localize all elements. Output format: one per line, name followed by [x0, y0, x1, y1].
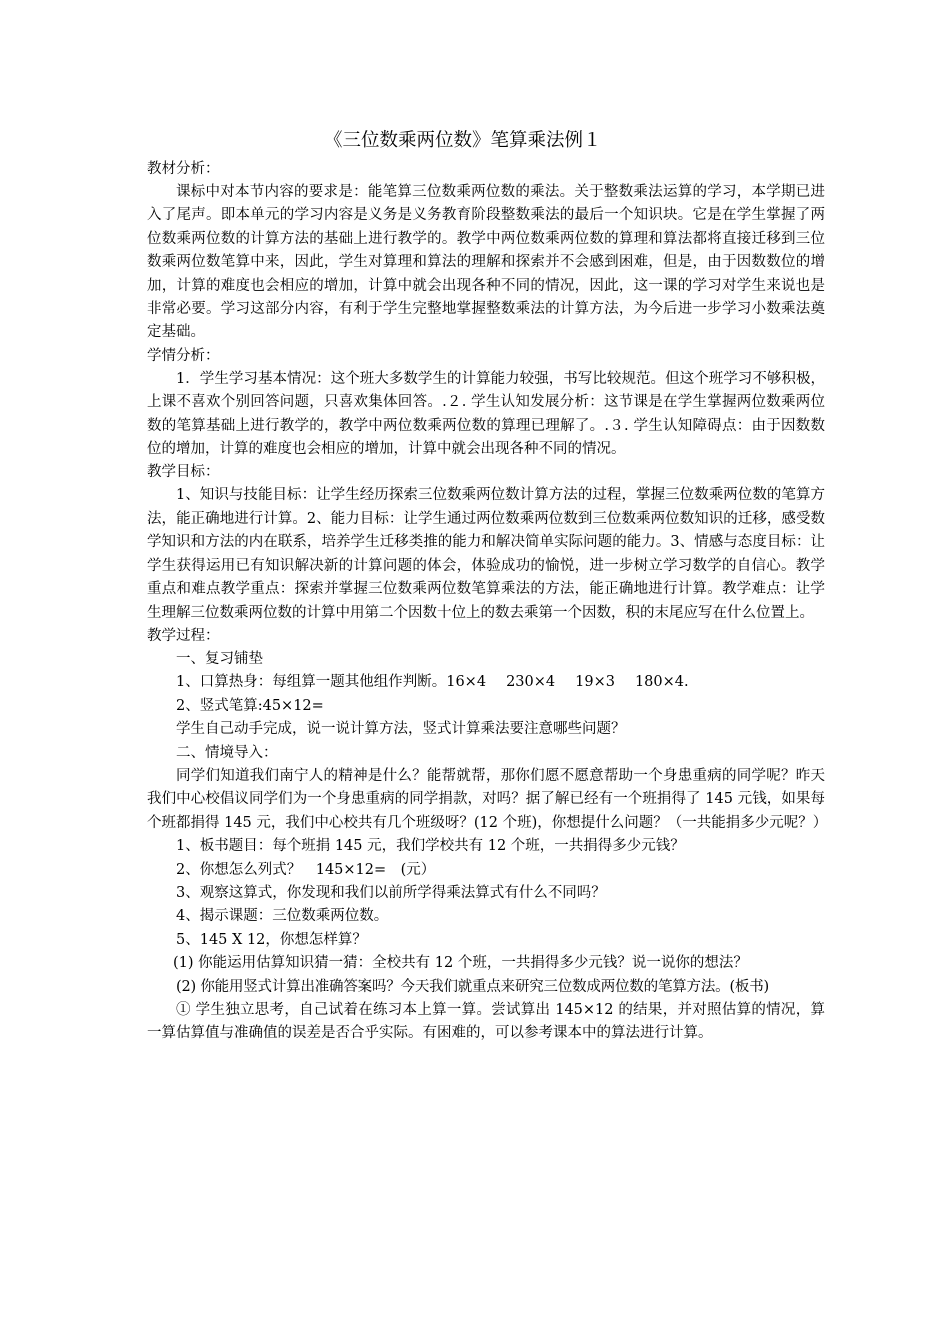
warmup-problem: 180×4.: [634, 674, 689, 691]
question-1: (1) 你能运用估算知识猜一猜：全校共有 12 个班，一共捐得多少元钱？说一说你的想法？: [173, 955, 748, 972]
student-analysis-paragraph: 1．学生学习基本情况：这个班大多数学生的计算能力较强，书写比较规范。但这个班学习不够积极，上课不喜欢个别回答问题，只喜欢集体回答。.２. 学生认知发展分析：这节课是在学生掌握两位数乘两位数的笔算基础上进行教学的，教学中两位数乘两位数的算理已理解了。.３. 学生认知障碍点：由于因数数位的增加，计算的难度也会相应的增加，计算中就会出现各种不同的情况。: [147, 370, 825, 458]
warmup-line: [147, 671, 825, 694]
vertical-calc-note: 学生自己动手完成，说一说计算方法，竖式计算乘法要注意哪些问题？: [176, 721, 626, 738]
step-1: 1、板书题目：每个班捐 145 元，我们学校共有 12 个班，一共捐得多少元钱？: [176, 838, 685, 855]
part-scenario-title: 二、情境导入：: [176, 744, 278, 761]
warmup-label: 1、口算热身：每组算一题其他组作判断。: [176, 674, 447, 691]
warmup-problem: 230×4: [506, 674, 556, 691]
teaching-goals-paragraph: 1、知识与技能目标：让学生经历探索三位数乘两位数计算方法的过程，掌握三位数乘两位数的笔算方法，能正确地进行计算。2、能力目标：让学生通过两位数乘两位数到三位数乘两位数知识的迁移，感受数学知识和方法的内在联系，培养学生迁移类推的能力和解决简单实际问题的能力。3、情感与态度目标：让学生获得运用已有知识解决新的计算问题的体会，体验成功的愉悦，进一步树立学习数学的自信心。教学重点和难点教学重点：探索并掌握三位数乘两位数笔算乘法的方法，能正确地进行计算。教学难点：让学生理解三位数乘两位数的计算中用第二个因数十位上的数去乘第一个因数，积的末尾应写在什么位置上。: [147, 487, 825, 621]
circle-step-1-paragraph: ① 学生独立思考，自己试着在练习本上算一算。尝试算出 145×12 的结果，并对照估算的情况，算一算估算值与准确值的误差是否合乎实际。有困难的，可以参考课本中的算法进行计算。: [147, 1002, 825, 1042]
vertical-calc-line: 2、竖式笔算:45×12=: [176, 697, 324, 714]
part-review-title: 一、复习铺垫: [176, 650, 263, 667]
section-heading-textbook-analysis: 教材分析：: [147, 161, 220, 177]
document-page: [147, 130, 828, 1046]
step-4: 4、揭示课题：三位数乘两位数。: [176, 908, 389, 925]
step-5: 5、145 X 12，你想怎样算？: [176, 931, 367, 948]
section-heading-student-analysis: 学情分析：: [147, 347, 220, 364]
section-heading-teaching-goals: 教学目标：: [147, 464, 220, 481]
warmup-problem: 19×3: [575, 674, 615, 691]
step-3: 3、观察这算式，你发现和我们以前所学得乘法算式有什么不同吗？: [176, 884, 606, 901]
textbook-analysis-paragraph: 课标中对本节内容的要求是：能笔算三位数乘两位数的乘法。关于整数乘法运算的学习，本学期已进入了尾声。即本单元的学习内容是义务是义务教育阶段整数乘法的最后一个知识块。它是在学生掌握了两位数乘两位数的计算方法的基础上进行教学的。教学中两位数乘两位数的算理和算法都将直接迁移到三位数乘两位数笔算中来，因此，学生对算理和算法的理解和探索并不会感到困难，但是，由于因数数位的增加，计算的难度也会相应的增加，计算中就会出现各种不同的情况，因此，这一课的学习对学生来说也是非常必要。学习这部分内容，有利于学生完整地掌握整数乘法的计算方法，为今后进一步学习小数乘法奠定基础。: [147, 184, 825, 341]
warmup-problem: 16×4: [446, 674, 487, 691]
question-2: (2) 你能用竖式计算出准确答案吗？今天我们就重点来研究三位数成两位数的笔算方法。(板书): [176, 978, 769, 995]
document-title: 《三位数乘两位数》笔算乘法例１: [324, 130, 602, 151]
step-2: 2、你想怎么列式？ 145×12= (元）: [176, 861, 436, 878]
section-heading-teaching-process: 教学过程：: [147, 627, 220, 644]
scenario-story-paragraph: 同学们知道我们南宁人的精神是什么？能帮就帮，那你们愿不愿意帮助一个身患重病的同学呢？昨天我们中心校倡议同学们为一个身患重病的同学捐款，对吗？据了解已经有一个班捐得了 145 元钱，如果每个班都捐得 145 元，我们中心校共有几个班级呀？(12 个班)，你想提什么问题？（一共能捐多少元呢？）: [147, 767, 828, 831]
